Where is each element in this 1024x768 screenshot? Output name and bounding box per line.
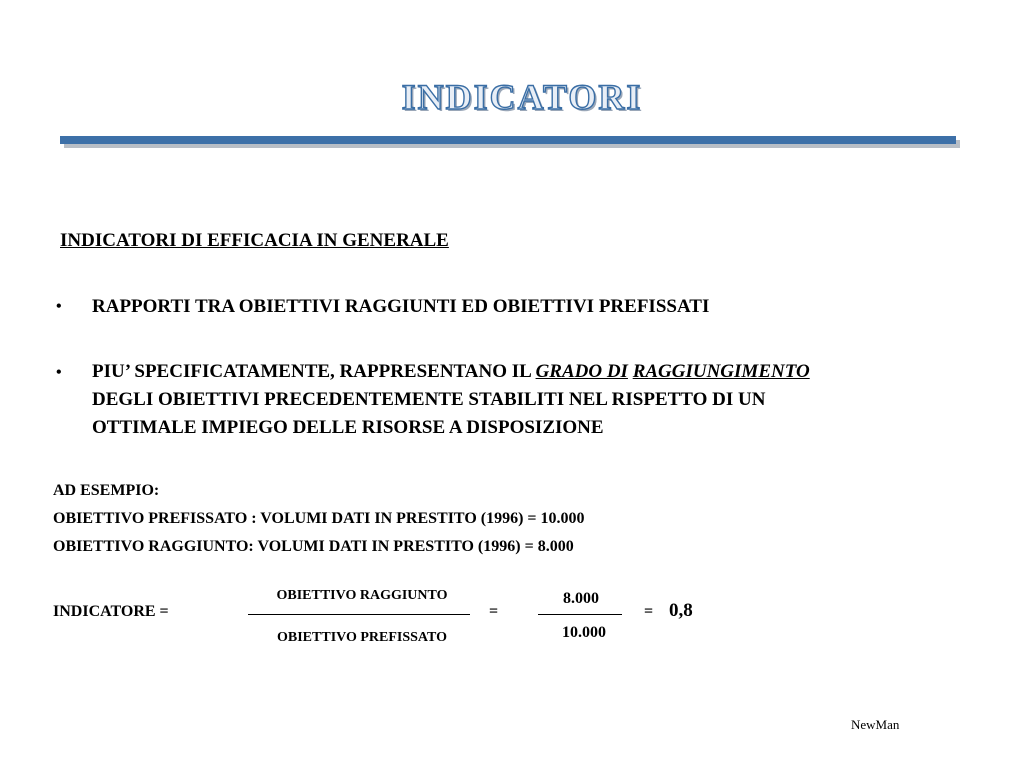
bullet-text-line-2: DEGLI OBIETTIVI PRECEDENTEMENTE STABILITI NEL RISPETTO DI UN [92,389,766,410]
example-line: OBIETTIVO RAGGIUNTO: VOLUMI DATI IN PRESTITO (1996) = 8.000 [53,538,574,555]
example-line: OBIETTIVO PREFISSATO : VOLUMI DATI IN PRESTITO (1996) = 10.000 [53,510,585,527]
bullet-marker: • [56,364,62,381]
slide-title: INDICATORI [401,77,643,117]
bullet-text: RAPPORTI TRA OBIETTIVI RAGGIUNTI ED OBIETTIVI PREFISSATI [92,296,710,317]
title-rule [60,136,956,144]
bullet-text-plain: PIU’ SPECIFICATAMENTE, RAPPRESENTANO IL [92,361,536,382]
example-label: AD ESEMPIO: [53,482,160,499]
fraction-denominator-value: 10.000 [562,624,606,641]
formula-result: 0,8 [669,600,693,621]
formula-label: INDICATORE = [53,603,169,620]
equals-sign: = [644,603,654,620]
bullet-emphasis: GRADO DI [535,361,628,382]
bullet-text-line-1 [92,358,810,386]
footer-text: NewMan [851,717,900,732]
bullet-text-line-3: OTTIMALE IMPIEGO DELLE RISORSE A DISPOSIZIONE [92,417,604,438]
equals-sign: = [489,603,499,620]
fraction-numerator-value: 8.000 [563,590,599,607]
bullet-marker: • [56,298,62,315]
fraction-bar [248,614,470,615]
section-heading: INDICATORI DI EFFICACIA IN GENERALE [60,230,449,251]
bullet-emphasis: RAGGIUNGIMENTO [632,361,810,382]
fraction-denominator: OBIETTIVO PREFISSATO [277,630,447,645]
fraction-numerator: OBIETTIVO RAGGIUNTO [276,588,448,603]
fraction-bar [538,614,622,615]
